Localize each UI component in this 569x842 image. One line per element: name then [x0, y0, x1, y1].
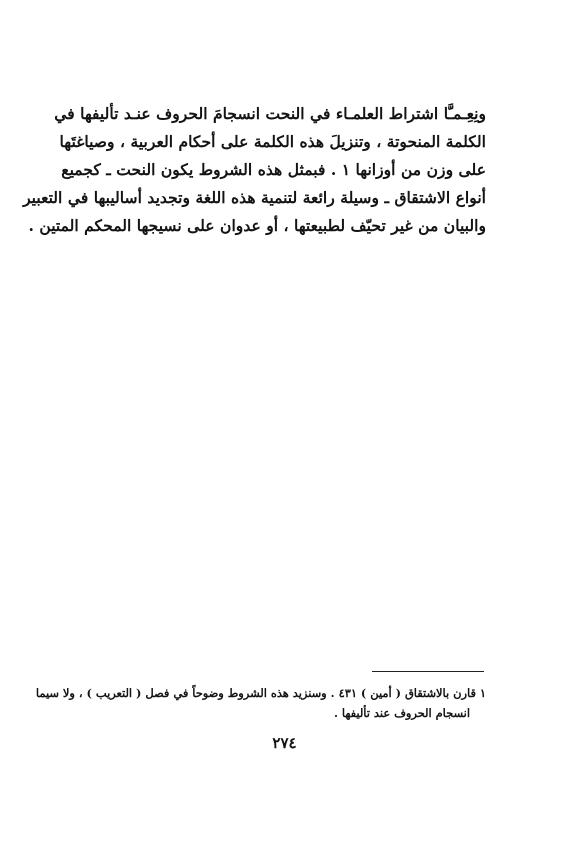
body-paragraph: [23, 100, 486, 240]
body-line-4: أنواع الاشتقاق ـ وسيلة رائعة لتنمية هذه اللغة وتجديد أساليبها في التعبير: [23, 188, 486, 207]
footnote-line-2: انسجام الحروف عند تأليفها .: [333, 706, 470, 720]
body-line-1: ونِعِـمـَّا اشتراط العلمـاء في النحت انسجامَ الحروف عنـد تأليفها في: [54, 104, 486, 123]
page-number: ٢٧٤: [272, 734, 297, 752]
footnote-separator: [372, 671, 484, 672]
body-line-3: على وزن من أوزانها ١ . فبمثل هذه الشروط يكون النحت ـ كجميع: [61, 160, 486, 179]
body-line-2: الكلمة المنحوتة ، وتنزيلَ هذه الكلمة على أحكام العربية ، وصياغتَها: [59, 132, 486, 151]
footnote-line-1: ١ قارن بالاشتقاق ( أمين ) ٤٣١ . وسنزيد هذه الشروط وضوحاً في فصل ( التعريب ) ، ولا سيما: [35, 686, 486, 700]
footnote: [35, 683, 486, 723]
body-line-5: والبيان من غير تحيّف لطبيعتها ، أو عدوان على نسيجها المحكم المتين .: [28, 216, 486, 235]
